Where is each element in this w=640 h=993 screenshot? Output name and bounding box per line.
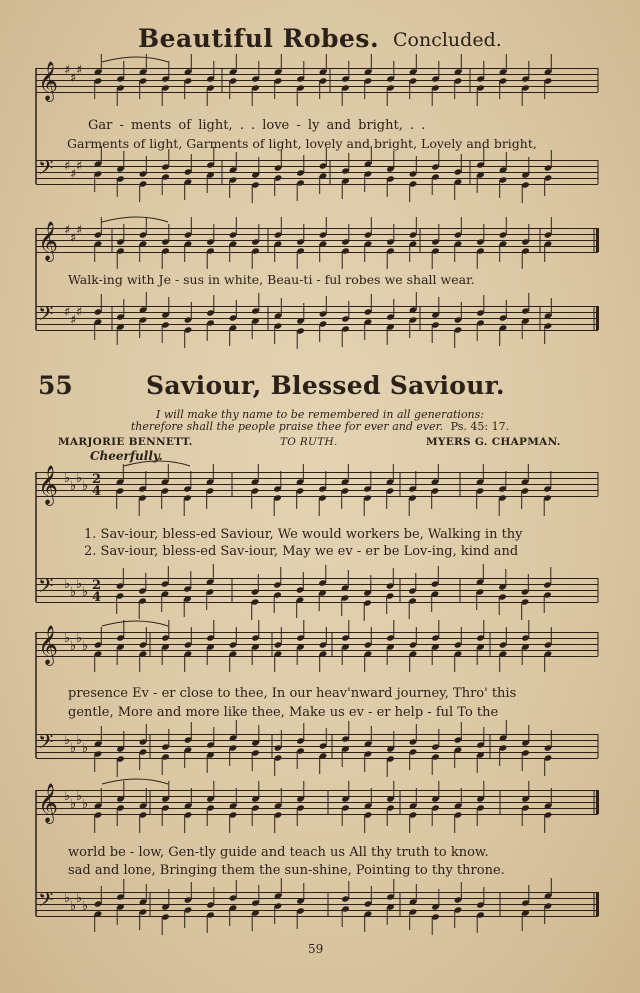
treble-clef: 𝄞 [38,783,59,823]
verse2-line3: sad and lone, Bringing them the sun-shine, Pointing to thy throne. [68,863,505,878]
slur [102,779,168,784]
slur [102,57,168,62]
dedication: TO RUTH. [280,436,338,448]
final-barline-thick [596,892,599,916]
key-signature-accidental: ♭ [70,479,77,494]
verse1-line3: world be - low, Gen-tly guide and teach us All thy truth to know. [68,845,489,860]
key-signature-accidental: ♯ [64,223,71,238]
key-signature-accidental: ♭ [82,479,89,494]
treble-clef: 𝄞 [38,61,59,101]
key-signature-accidental: ♭ [82,899,89,914]
key-signature-accidental: ♭ [76,891,83,906]
key-signature-accidental: ♭ [70,585,77,600]
epigraph-line-1: I will make thy name to be remembered in all generations: [156,408,484,421]
key-signature-accidental: ♭ [82,585,89,600]
top-hymn-lyrics-1-alto: Garments of light, Garments of light, lovely and bright, Lovely and bright, [67,136,537,151]
treble-clef: 𝄞 [38,625,59,665]
key-signature-accidental: ♯ [70,167,77,182]
hymn-title: Saviour, Blessed Saviour. [146,371,505,400]
slur [124,461,190,466]
key-signature-accidental: ♭ [76,631,83,646]
treble-clef: 𝄞 [38,465,59,505]
page-number: 59 [308,942,324,956]
key-signature-accidental: ♭ [82,797,89,812]
key-signature-accidental: ♯ [70,313,77,328]
key-signature-accidental: ♭ [64,789,71,804]
key-signature-accidental: ♯ [70,231,77,246]
top-hymn-subtitle: Concluded. [393,29,502,51]
bass-clef: 𝄢 [38,302,54,330]
verse2-line1: 2. Sav-iour, bless-ed Sav-iour, May we ev - er be Lov-ing, kind and [84,544,519,559]
key-signature-accidental: ♯ [76,223,83,238]
key-signature-accidental: ♭ [76,471,83,486]
key-signature-accidental: ♭ [70,741,77,756]
epigraph-reference: Ps. 45: 17. [450,420,510,433]
key-signature-accidental: ♭ [76,577,83,592]
top-hymn-title: Beautiful Robes. [138,24,380,53]
time-signature-bottom: 4 [92,590,102,605]
time-signature-bottom: 4 [92,484,102,499]
key-signature-accidental: ♭ [82,639,89,654]
key-signature-accidental: ♭ [70,797,77,812]
verse1-line2: presence Ev - er close to thee, In our heav'nward journey, Thro' this [68,686,517,701]
epigraph-text-2: therefore shall the people praise thee for ever and ever. [130,420,444,433]
bass-clef: 𝄢 [38,156,54,184]
key-signature-accidental: ♭ [64,733,71,748]
slur [102,217,168,222]
key-signature-accidental: ♭ [82,741,89,756]
time-signature-top: 2 [92,578,102,593]
key-signature-accidental: ♯ [76,159,83,174]
verse2-line2: gentle, More and more like thee, Make us ev - er help - ful To the [68,705,499,720]
key-signature-accidental: ♭ [64,577,71,592]
key-signature-accidental: ♭ [70,639,77,654]
final-barline-thick [596,790,599,814]
slur [102,621,168,626]
verse1-line1: 1. Sav-iour, bless-ed Saviour, We would workers be, Walking in thy [84,527,523,542]
final-barline-thick [596,306,599,330]
key-signature-accidental: ♯ [76,63,83,78]
composer-credit: MYERS G. CHAPMAN. [426,436,561,448]
key-signature-accidental: ♭ [76,733,83,748]
key-signature-accidental: ♯ [64,159,71,174]
top-hymn-lyrics-2: Walk-ing with Je - sus in white, Beau-ti - ful robes we shall wear. [68,272,475,287]
key-signature-accidental: ♯ [64,63,71,78]
bass-clef: 𝄢 [38,888,54,916]
key-signature-accidental: ♭ [76,789,83,804]
key-signature-accidental: ♭ [64,471,71,486]
key-signature-accidental: ♯ [64,305,71,320]
time-signature-top: 2 [92,472,102,487]
key-signature-accidental: ♯ [70,71,77,86]
top-hymn-lyrics-1: Gar - ments of light, . . love - ly and bright, . . [88,118,426,133]
author-credit: MARJORIE BENNETT. [58,436,193,448]
bass-clef: 𝄢 [38,730,54,758]
bass-clef: 𝄢 [38,574,54,602]
key-signature-accidental: ♯ [76,305,83,320]
key-signature-accidental: ♭ [64,631,71,646]
key-signature-accidental: ♭ [64,891,71,906]
key-signature-accidental: ♭ [70,899,77,914]
final-barline-thick [596,228,599,252]
tempo-marking: Cheerfully. [90,449,163,463]
treble-clef: 𝄞 [38,221,59,261]
hymn-number: 55 [38,371,73,400]
